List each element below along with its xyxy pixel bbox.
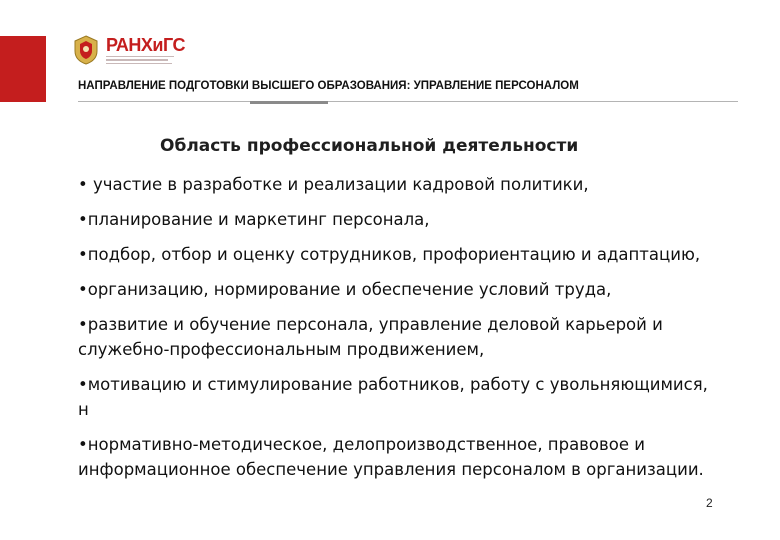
list-item: •организацию, нормирование и обеспечение условий труда, xyxy=(78,280,612,299)
list-item: •подбор, отбор и оценку сотрудников, профориентацию и адаптацию, xyxy=(78,245,701,264)
program-header: НАПРАВЛЕНИЕ ПОДГОТОВКИ ВЫСШЕГО ОБРАЗОВАНИЯ: УПРАВЛЕНИЕ ПЕРСОНАЛОМ xyxy=(78,80,579,92)
slide-title: Область профессиональной деятельности xyxy=(160,136,579,156)
activity-list xyxy=(78,172,708,492)
emblem-icon xyxy=(72,34,100,66)
header-divider-accent xyxy=(250,101,328,104)
list-item: •развитие и обучение персонала, управление деловой карьерой и служебно-профессиональным продвижением, xyxy=(78,315,663,359)
logo-subtitle-lines xyxy=(106,56,185,65)
list-item: • участие в разработке и реализации кадровой политики, xyxy=(78,175,589,194)
red-accent-bar xyxy=(0,36,46,102)
logo-name: РАНХиГС xyxy=(106,34,185,55)
list-item: •нормативно-методическое, делопроизводственное, правовое и информационное обеспечение управления персоналом в организации. xyxy=(78,435,704,479)
list-item: •планирование и маркетинг персонала, xyxy=(78,210,430,229)
list-item: •мотивацию и стимулирование работников, работу с увольняющимися, н xyxy=(78,375,708,419)
ranepa-logo xyxy=(72,33,185,67)
header-divider xyxy=(78,101,738,102)
page-number: 2 xyxy=(706,496,713,510)
